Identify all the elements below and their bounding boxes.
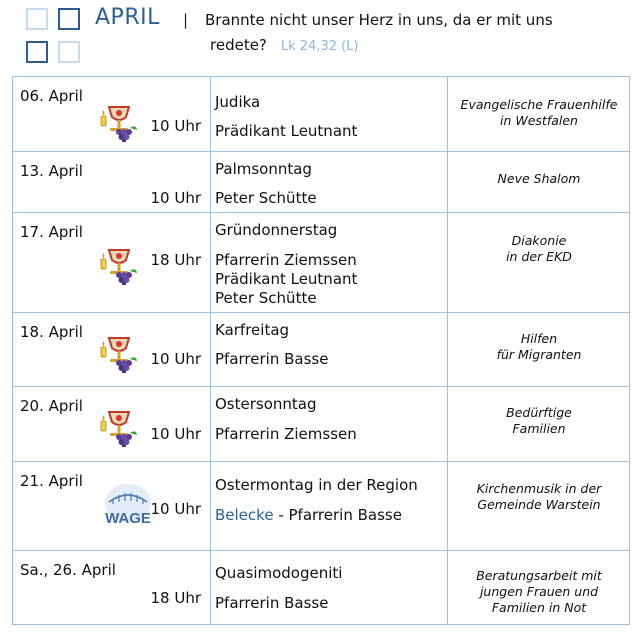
collection-purpose (449, 331, 629, 363)
service-date: 17. April (20, 223, 83, 241)
service-people (215, 251, 357, 308)
collection-line: in der EKD (506, 249, 572, 264)
collection-line: Hilfen (520, 331, 558, 346)
collection-line: Diakonie (511, 233, 567, 248)
service-title: Judika (215, 93, 261, 111)
communion-chalice-icon (99, 409, 139, 451)
person-line (215, 506, 402, 525)
service-time: 10 Uhr (150, 350, 201, 368)
service-date: 06. April (20, 87, 83, 105)
collection-line: Kirchenmusik in der (476, 481, 602, 496)
verse-text: redete? (210, 36, 267, 54)
decorative-square (58, 8, 80, 30)
communion-chalice-icon (99, 247, 139, 289)
service-row (13, 312, 629, 386)
service-row (13, 386, 629, 461)
decorative-square (58, 41, 80, 63)
collection-line: für Migranten (496, 347, 582, 362)
location-separator: - (273, 506, 289, 524)
service-date: 18. April (20, 323, 83, 341)
collection-purpose (449, 405, 629, 437)
collection-line: Gemeinde Warstein (477, 497, 601, 512)
service-people (215, 189, 317, 208)
collection-line: Bedürftige (506, 405, 572, 420)
collection-purpose (449, 97, 629, 129)
service-people (215, 506, 402, 525)
wage-logo-icon (103, 482, 153, 532)
service-date: 13. April (20, 162, 83, 180)
wage-logo-text: WAGE (105, 510, 151, 527)
service-row (13, 212, 629, 312)
collection-purpose (449, 171, 629, 187)
service-people (215, 122, 357, 141)
person: Peter Schütte (215, 289, 317, 307)
service-title: Karfreitag (215, 321, 290, 339)
service-location: Belecke (215, 506, 274, 524)
service-title: Palmsonntag (215, 160, 312, 178)
service-people (215, 350, 328, 369)
communion-chalice-icon (99, 104, 139, 146)
person: Peter Schütte (215, 189, 317, 207)
service-time: 10 Uhr (150, 425, 201, 443)
verse-line-2 (210, 36, 359, 54)
service-time: 10 Uhr (150, 117, 201, 135)
service-date: 21. April (20, 472, 83, 490)
collection-line: in Westfalen (500, 113, 578, 128)
collection-purpose (449, 568, 629, 616)
service-date: Sa., 26. April (20, 561, 116, 579)
collection-purpose (449, 481, 629, 513)
service-time: 10 Uhr (150, 500, 201, 518)
service-title: Ostermontag in der Region (215, 476, 418, 494)
person: Pfarrerin Ziemssen (215, 425, 357, 443)
month-title: APRIL (95, 5, 160, 30)
collection-line: Neve Shalom (497, 171, 581, 186)
service-schedule (12, 76, 630, 625)
service-title: Quasimodogeniti (215, 564, 343, 582)
service-time: 18 Uhr (150, 589, 201, 607)
service-title: Gründonnerstag (215, 221, 338, 239)
header-separator: | (183, 11, 189, 29)
service-date: 20. April (20, 397, 83, 415)
service-time: 10 Uhr (150, 189, 201, 207)
service-row (13, 461, 629, 550)
collection-line: jungen Frauen und (479, 584, 599, 599)
collection-line: Familien in Not (491, 600, 587, 615)
service-row (13, 77, 629, 151)
person: Pfarrerin Basse (288, 506, 402, 524)
service-row (13, 151, 629, 212)
service-time: 18 Uhr (150, 251, 201, 269)
service-row (13, 550, 629, 624)
communion-chalice-icon (99, 335, 139, 377)
collection-line: Beratungsarbeit mit (476, 568, 602, 583)
service-people (215, 425, 357, 444)
collection-line: Familien (512, 421, 566, 436)
decorative-square (26, 8, 48, 30)
collection-line: Evangelische Frauenhilfe (460, 97, 618, 112)
decorative-square (26, 41, 48, 63)
person: Pfarrerin Ziemssen (215, 251, 357, 269)
service-people (215, 594, 328, 613)
collection-purpose (449, 233, 629, 265)
service-title: Ostersonntag (215, 395, 317, 413)
verse-line-1: Brannte nicht unser Herz in uns, da er mit uns (205, 11, 553, 29)
person: Prädikant Leutnant (215, 122, 358, 140)
person: Pfarrerin Basse (215, 594, 329, 612)
person: Pfarrerin Basse (215, 350, 329, 368)
person: Prädikant Leutnant (215, 270, 358, 288)
verse-reference: Lk 24,32 (L) (280, 39, 359, 54)
